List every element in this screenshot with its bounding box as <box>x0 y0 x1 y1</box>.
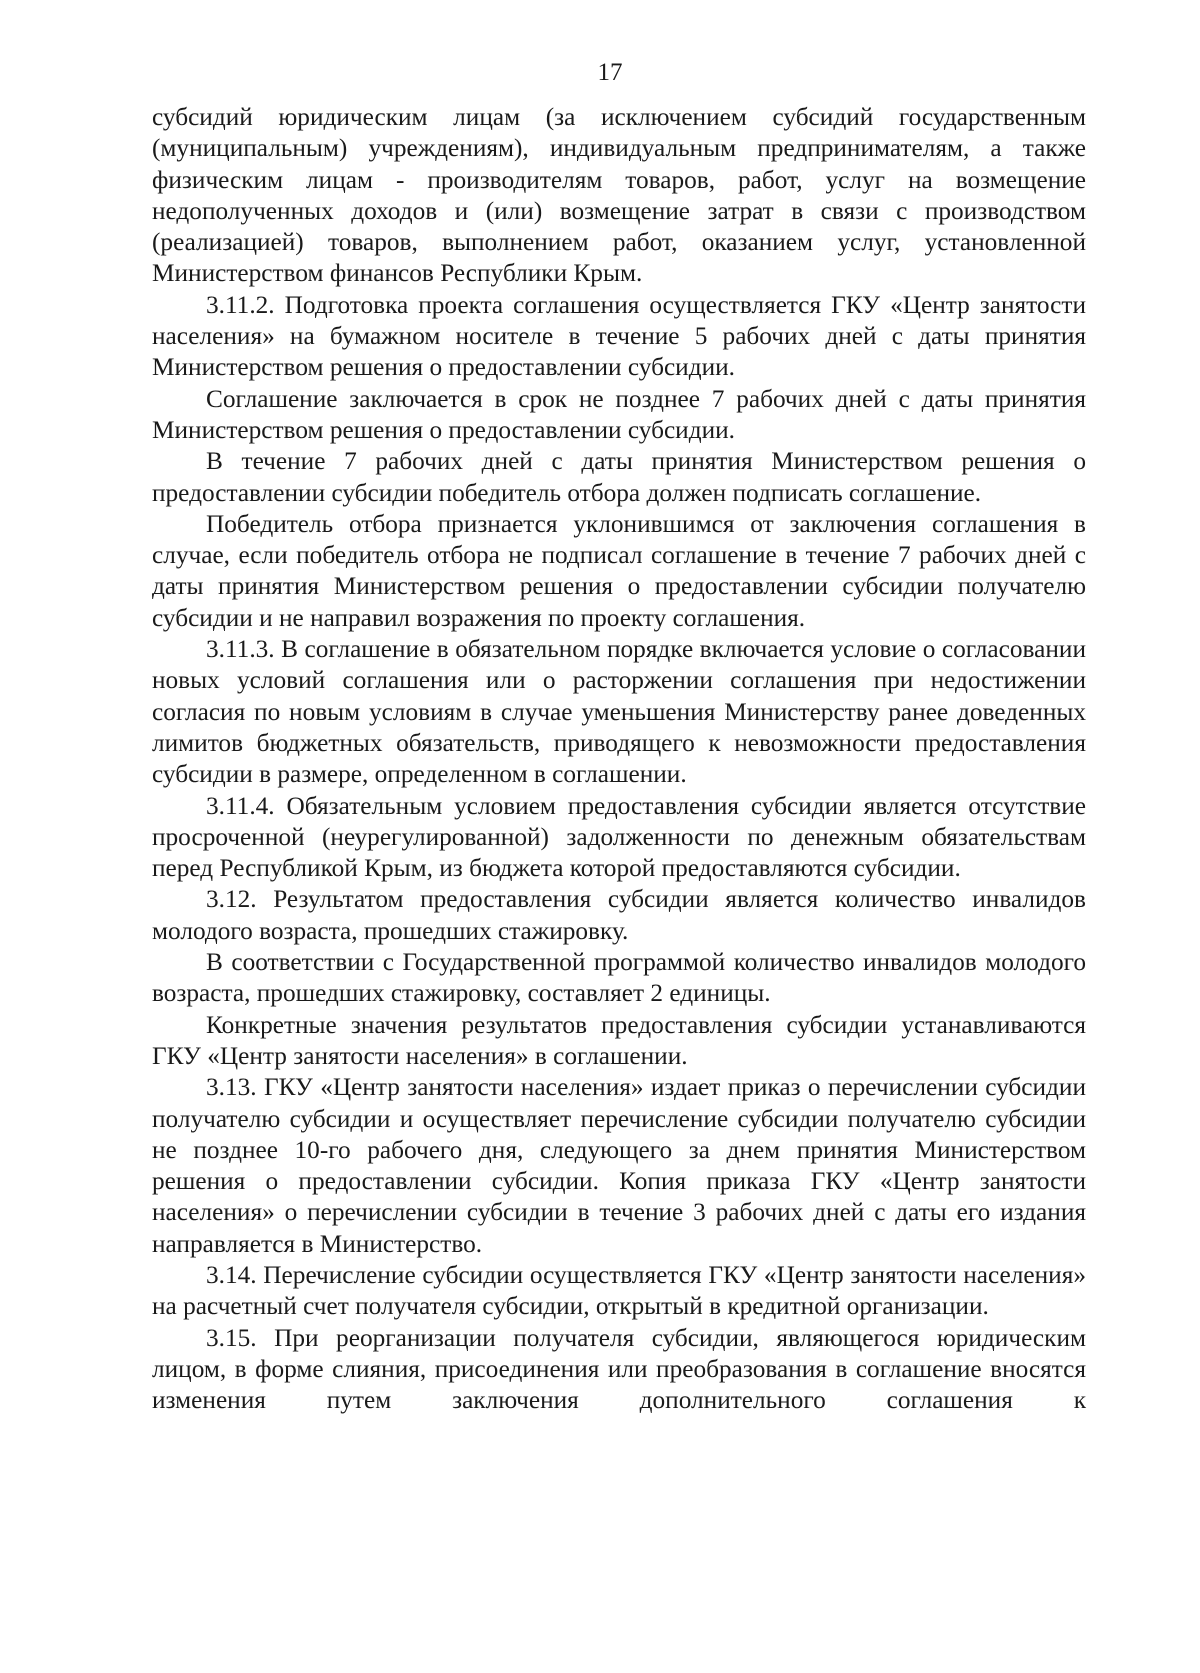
paragraph-winner-evasion: Победитель отбора признается уклонившимся от заключения соглашения в случае, если победитель отбора не подписал соглашение в течение 7 рабочих дней с даты принятия Министерством решения о предоставлении субсидии получателю субсидии и не направил возражения по проекту соглашения. <box>152 509 1086 632</box>
document-body <box>152 102 1086 1416</box>
paragraph-3-11-4: 3.11.4. Обязательным условием предоставления субсидии является отсутствие просроченной (неурегулированной) задолженности по денежным обязательствам перед Республикой Крым, из бюджета которой предоставляются субсидии. <box>152 791 1086 883</box>
paragraph-3-13: 3.13. ГКУ «Центр занятости населения» издает приказ о перечислении субсидии получателю субсидии и осуществляет перечисление субсидии получателю субсидии не позднее 10-го рабочего дня, следующего за днем принятия Министерством решения о предоставлении субсидии. Копия приказа ГКУ «Центр занятости населения» о перечислении субсидии в течение 3 рабочих дней с даты его издания направляется в Министерство. <box>152 1073 1086 1258</box>
paragraph-state-program: В соответствии с Государственной программой количество инвалидов молодого возраста, прошедших стажировку, составляет 2 единицы. <box>152 948 1086 1008</box>
paragraph-winner-sign: В течение 7 рабочих дней с даты принятия Министерством решения о предоставлении субсидии победитель отбора должен подписать соглашение. <box>152 447 1086 507</box>
paragraph-3-11-3: 3.11.3. В соглашение в обязательном порядке включается условие о согласовании новых условий соглашения или о расторжении соглашения при недостижении согласия по новым условиям в случае уменьшения Министерству ранее доведенных лимитов бюджетных обязательств, приводящего к невозможности предоставления субсидии в размере, определенном в соглашении. <box>152 635 1086 789</box>
paragraph-agreement-deadline: Соглашение заключается в срок не позднее 7 рабочих дней с даты принятия Министерством решения о предоставлении субсидии. <box>152 384 1086 444</box>
paragraph-specific-values: Конкретные значения результатов предоставления субсидии устанавливаются ГКУ «Центр занятости населения» в соглашении. <box>152 1010 1086 1070</box>
paragraph-3-14: 3.14. Перечисление субсидии осуществляется ГКУ «Центр занятости населения» на расчетный счет получателя субсидии, открытый в кредитной организации. <box>152 1260 1086 1321</box>
paragraph-3-11-2: 3.11.2. Подготовка проекта соглашения осуществляется ГКУ «Центр занятости населения» на бумажном носителе в течение 5 рабочих дней с даты принятия Министерством решения о предоставлении субсидии. <box>152 290 1086 382</box>
paragraph-3-12: 3.12. Результатом предоставления субсидии является количество инвалидов молодого возраста, прошедших стажировку. <box>152 885 1086 945</box>
paragraph-continuation: субсидий юридическим лицам (за исключением субсидий государственным (муниципальным) учреждениям), индивидуальным предпринимателям, а также физическим лицам - производителям товаров, работ, услуг на возмещение недополученных доходов и (или) возмещение затрат в связи с производством (реализацией) товаров, выполнением работ, оказанием услуг, установленной Министерством финансов Республики Крым. <box>152 103 1086 288</box>
page-number: 17 <box>597 59 623 86</box>
paragraph-3-15: 3.15. При реорганизации получателя субсидии, являющегося юридическим лицом, в форме слияния, присоединения или преобразования в соглашение вносятся изменения путем заключения дополнительного соглашения к <box>152 1323 1086 1415</box>
